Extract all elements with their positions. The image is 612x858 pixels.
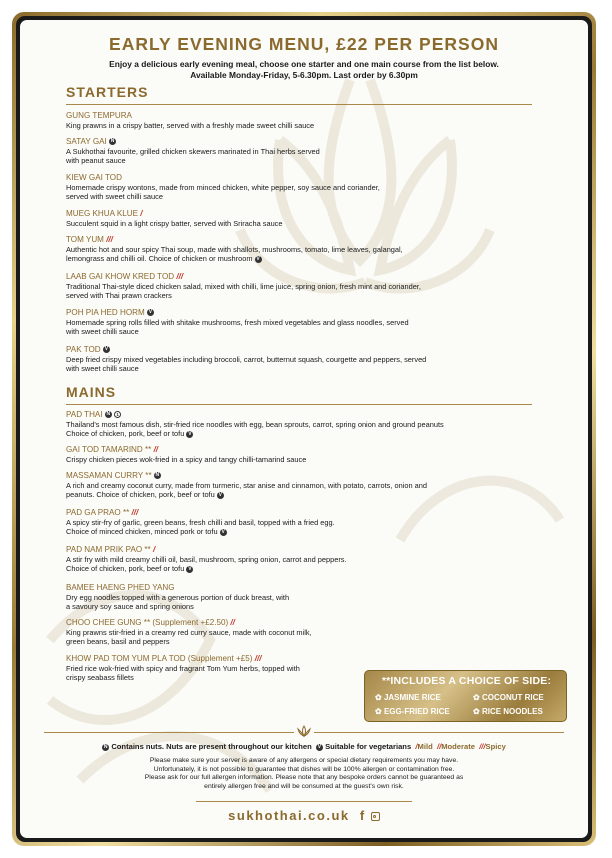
starter-desc-2: with peanut sauce [66,156,126,166]
starter-desc: Traditional Thai-style diced chicken salad, mixed with chilli, lime juice, spring onion, fresh mint and coriander, [66,282,421,291]
starter-name: POH PIA HED HORM V [66,308,153,317]
chilli-icon: // [230,618,235,627]
starter-item [66,308,526,337]
main-desc: Thailand's most famous dish, stir-fried rice noodles with egg, bean sprouts, carrot, spring onion and ground peanuts [66,420,444,429]
starters-divider [66,104,532,105]
main-desc: Dry egg noodles topped with a generous portion of duck breast, with [66,593,290,602]
intro-line-1: Enjoy a delicious early evening meal, choose one starter and one main course from the list below. [109,59,499,69]
intro-line-2: Available Monday-Friday, 5-6.30pm. Last order by 6.30pm [190,70,418,80]
starter-item [66,235,526,264]
website-footer [20,808,588,823]
contains-egg-icon: 1 [114,411,121,418]
main-item [66,410,526,439]
main-name: CHOO CHEE GUNG ** (Supplement +£2.50) // [66,618,235,627]
starters-heading: STARTERS [66,84,149,100]
starter-desc: Deep fried crispy mixed vegetables including broccoli, carrot, butternut squash, courgette and peppers, served [66,355,427,364]
lotus-ornament-icon [296,725,312,737]
main-item [66,583,526,612]
starter-name: LAAB GAI KHOW KRED TOD /// [66,272,184,281]
starter-name: KIEW GAI TOD [66,173,122,182]
starter-desc-2: lemongrass and chilli oil. Choice of chicken or mushroom V [66,254,260,264]
menu-title: EARLY EVENING MENU, £22 PER PERSON [109,34,499,54]
main-desc-2: peanuts. Choice of chicken, pork, beef or tofu V [66,490,222,500]
footer-divider-left [44,732,294,733]
allergen-disclaimer: Please make sure your server is aware of any allergens or special dietary requirements you may have. Unfortunately, it is not possible to guarantee that dishes will be 100% allergen or contamination free. Please ask for our full allergen information. Please note that any bespoke orders cannot be guaranteed as entirely allergen free and will be consumed at the guest's own risk. [144,757,464,790]
main-desc: Crispy chicken pieces wok-fried in a spicy and tangy chilli-tamarind sauce [66,455,307,464]
chilli-icon: /// [176,272,184,281]
starter-item [66,345,526,374]
vegetarian-icon: V [221,528,225,535]
main-name: PAD GA PRAO ** /// [66,508,139,517]
main-desc-2: a savoury soy sauce and spring onions [66,602,194,612]
main-item [66,618,526,647]
side-option: ✿ COCONUT RICE [473,693,544,702]
website-link[interactable]: sukhothai.co.uk [228,808,350,823]
main-desc-2: green beans, basil and peppers [66,637,170,647]
starter-desc-2: served with sweet chilli sauce [66,192,163,202]
sides-box [364,670,567,722]
main-name: PAD THAI N 1 [66,410,526,420]
vegetarian-icon: V [188,430,192,437]
side-option: ✿ RICE NOODLES [473,707,543,716]
main-name: KHOW PAD TOM YUM PLA TOD (Supplement +£5) /// [66,654,262,663]
starter-item [66,209,526,228]
mains-divider [66,404,532,405]
vegetarian-icon: V [317,743,322,750]
main-item [66,508,526,537]
main-desc-2: crispy seabass fillets [66,673,134,683]
starter-desc: Homemade spring rolls filled with shitake mushrooms, fresh mixed vegetables and glass noodles, served [66,318,409,327]
chilli-icon: / [152,545,156,554]
vegetarian-icon: V [218,491,222,498]
main-desc-2: Choice of chicken, pork, beef or tofu V [66,429,192,439]
starter-name: SATAY GAI N [66,137,115,146]
main-desc: A rich and creamy coconut curry, made from turmeric, star anise and cinnamon, with potato, carrots, onion and [66,481,427,490]
starter-desc: Authentic hot and sour spicy Thai soup, made with shallots, mushrooms, tomato, lime leaves, galangal, [66,245,403,254]
vegetarian-icon: V [148,309,153,316]
moderate-chilli-icon: // [436,742,442,751]
main-name: BAMEE HAENG PHED YANG [66,583,175,592]
nuts-icon: N [103,743,108,750]
sides-title: **INCLUDES A CHOICE OF SIDE: [381,675,552,687]
starter-name: GUNG TEMPURA [66,111,132,120]
facebook-icon[interactable]: f [359,808,366,823]
dietary-legend: N Contains nuts. Nuts are present throughout our kitchen V Suitable for vegetarians /Mild //Moderate ///Spicy [103,742,506,751]
side-option: ✿ JASMINE RICE [375,693,441,702]
main-desc-2: Choice of minced chicken, minced pork or tofu V [66,527,225,537]
mains-heading: MAINS [66,384,117,400]
mild-chilli-icon: / [415,742,418,751]
instagram-icon[interactable] [371,812,380,821]
main-desc: Fried rice wok-fried with spicy and fragrant Tom Yum herbs, topped with [66,664,300,673]
starter-item [66,111,526,130]
starter-item [66,173,526,202]
main-name: GAI TOD TAMARIND ** // [66,445,159,454]
footer-divider-right [314,732,564,733]
main-item [66,471,526,500]
spicy-chilli-icon: /// [479,742,486,751]
side-option: ✿ EGG-FRIED RICE [375,707,450,716]
starter-desc: King prawns in a crispy batter, served with a freshly made sweet chilli sauce [66,121,315,130]
chilli-icon: / [140,209,143,218]
main-desc: A spicy stir-fry of garlic, green beans, fresh chilli and basil, topped with a fried egg. [66,518,335,527]
main-item [66,545,526,574]
main-name: MASSAMAN CURRY ** N [66,471,160,480]
main-name: PAD NAM PRIK PAO ** / [66,545,156,554]
main-desc: King prawns stir-fried in a creamy red curry sauce, made with coconut milk, [66,628,312,637]
starter-name: PAK TOD V [66,345,109,354]
main-item [66,445,526,464]
starter-name: MUEG KHUA KLUE / [66,209,143,218]
starter-desc-2: served with Thai prawn crackers [66,291,172,301]
nuts-icon: N [110,138,115,145]
starter-desc-2: with sweet chilli sauce [66,327,139,337]
main-desc-2: Choice of chicken, pork, beef or tofu V [66,564,192,574]
chilli-icon: /// [106,235,113,244]
main-desc: A stir fry with mild creamy chilli oil, basil, mushroom, spring onion, carrot and peppers. [66,555,347,564]
starter-desc: Homemade crispy wontons, made from minced chicken, white pepper, soy sauce and coriander, [66,183,380,192]
vegetarian-icon: V [188,565,192,572]
vegetarian-icon: V [104,346,109,353]
chilli-icon: /// [131,508,139,517]
starter-name: TOM YUM /// [66,235,113,244]
chilli-icon: // [153,445,159,454]
nuts-icon: N [106,411,111,418]
vegetarian-icon: V [256,255,260,262]
starter-desc-2: with sweet chilli sauce [66,364,139,374]
website-divider [196,801,412,802]
starter-desc: Succulent squid in a light crispy batter, served with Sriracha sauce [66,219,283,228]
starter-item [66,137,526,166]
menu-page [20,20,588,838]
nuts-icon: N [155,472,160,479]
chilli-icon: /// [254,654,262,663]
starter-item [66,272,526,301]
starter-desc: A Sukhothai favourite, grilled chicken skewers marinated in Thai herbs served [66,147,320,156]
